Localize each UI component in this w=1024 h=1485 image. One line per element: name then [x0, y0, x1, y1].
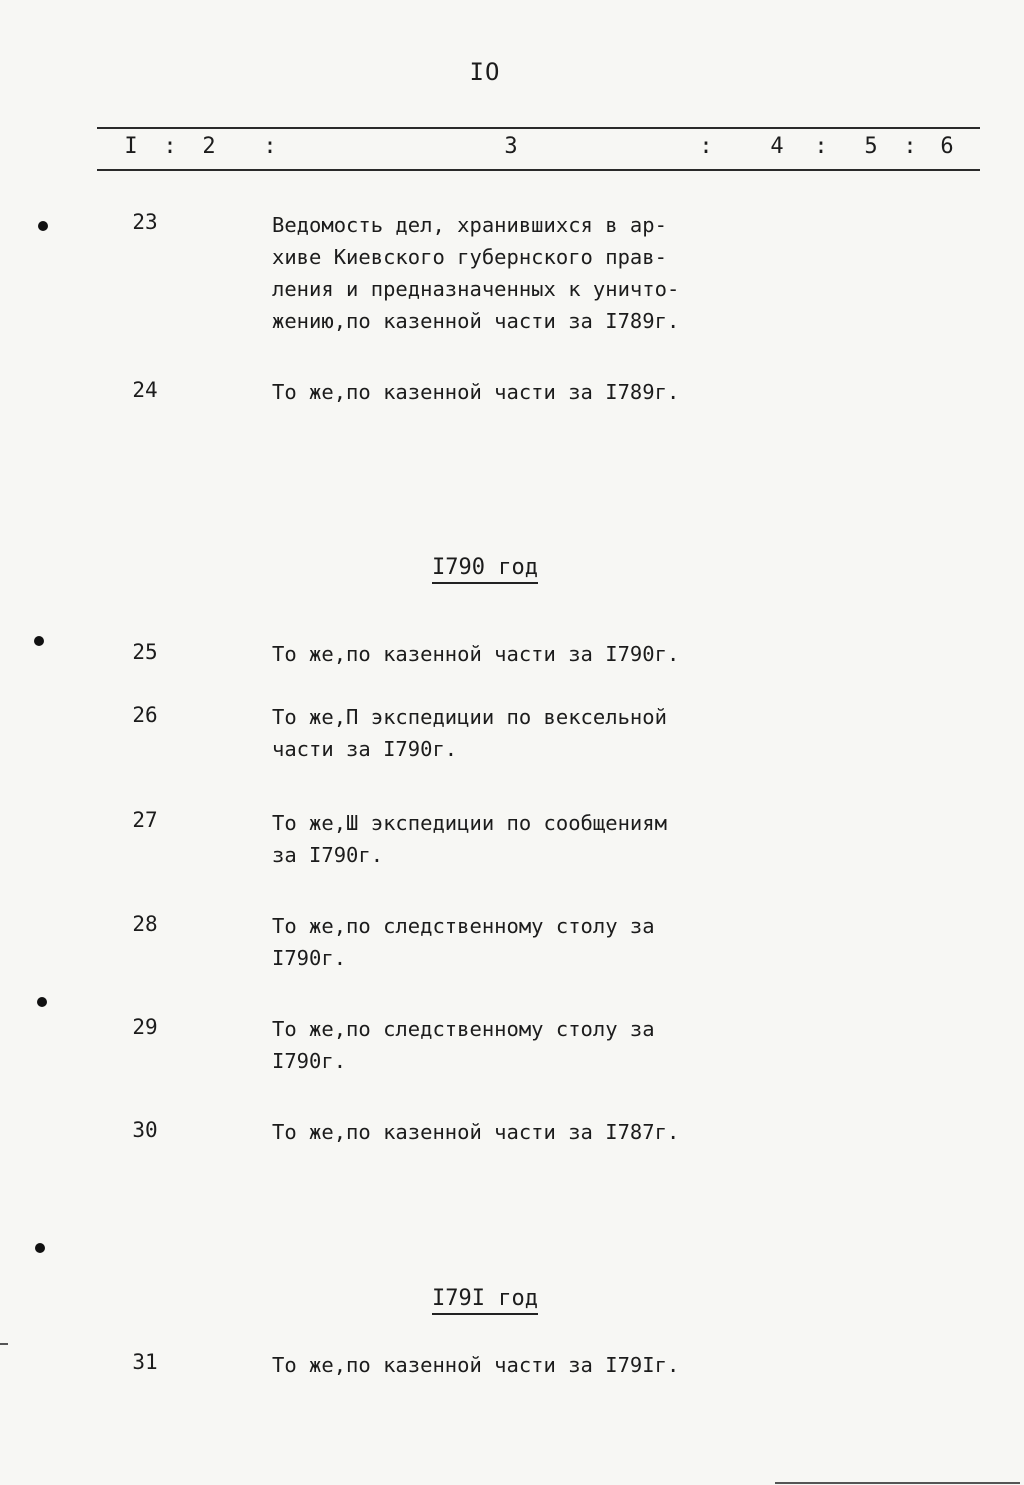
entry-number: 27: [132, 808, 158, 832]
column-header-3: 3: [504, 134, 518, 159]
punch-hole: [34, 636, 44, 646]
entry-number: 28: [132, 912, 158, 936]
year-heading-text: I79I год: [432, 1286, 538, 1315]
entry-description: То же,по казенной части за I79Iг.: [272, 1353, 680, 1377]
entry-number: 30: [132, 1118, 158, 1142]
column-header-5: 5: [864, 134, 878, 159]
entry-number: 24: [132, 378, 158, 402]
entry-number: 23: [132, 210, 158, 234]
header-rule-bottom: [97, 169, 980, 171]
entry-number: 29: [132, 1015, 158, 1039]
column-separator: :: [263, 134, 277, 159]
margin-mark: [775, 1482, 1020, 1484]
margin-mark: [0, 1343, 8, 1345]
punch-hole: [37, 997, 47, 1007]
entry-description: То же,Ш экспедиции по сообщениям за I790г.: [272, 811, 667, 867]
entry-description: То же,по казенной части за I790г.: [272, 642, 680, 666]
column-separator: :: [814, 134, 828, 159]
year-heading-text: I790 год: [432, 555, 538, 584]
entry-description: То же,по следственному столу за I790г.: [272, 914, 655, 970]
column-header-1: I: [124, 134, 138, 159]
header-rule-top: [97, 127, 980, 129]
punch-hole: [38, 221, 48, 231]
entry-number: 26: [132, 703, 158, 727]
page-number: IO: [469, 58, 501, 86]
entry-number: 31: [132, 1350, 158, 1374]
column-header-2: 2: [202, 134, 216, 159]
entry-description: То же,П экспедиции по вексельной части за I790г.: [272, 705, 667, 761]
entry-description: Ведомость дел, хранившихся в ар- хиве Киевского губернского прав- ления и предназначенных к уничто- жению,по казенной части за I789г.: [272, 213, 680, 333]
punch-hole: [35, 1243, 45, 1253]
entry-description: То же,по следственному столу за I790г.: [272, 1017, 655, 1073]
entry-number: 25: [132, 640, 158, 664]
column-separator: :: [699, 134, 713, 159]
column-separator: :: [163, 134, 177, 159]
column-separator: :: [903, 134, 917, 159]
year-heading: [0, 555, 970, 580]
column-header-6: 6: [940, 134, 954, 159]
column-header-4: 4: [770, 134, 784, 159]
entry-description: То же,по казенной части за I789г.: [272, 380, 680, 404]
entry-description: То же,по казенной части за I787г.: [272, 1120, 680, 1144]
year-heading: [0, 1286, 970, 1311]
